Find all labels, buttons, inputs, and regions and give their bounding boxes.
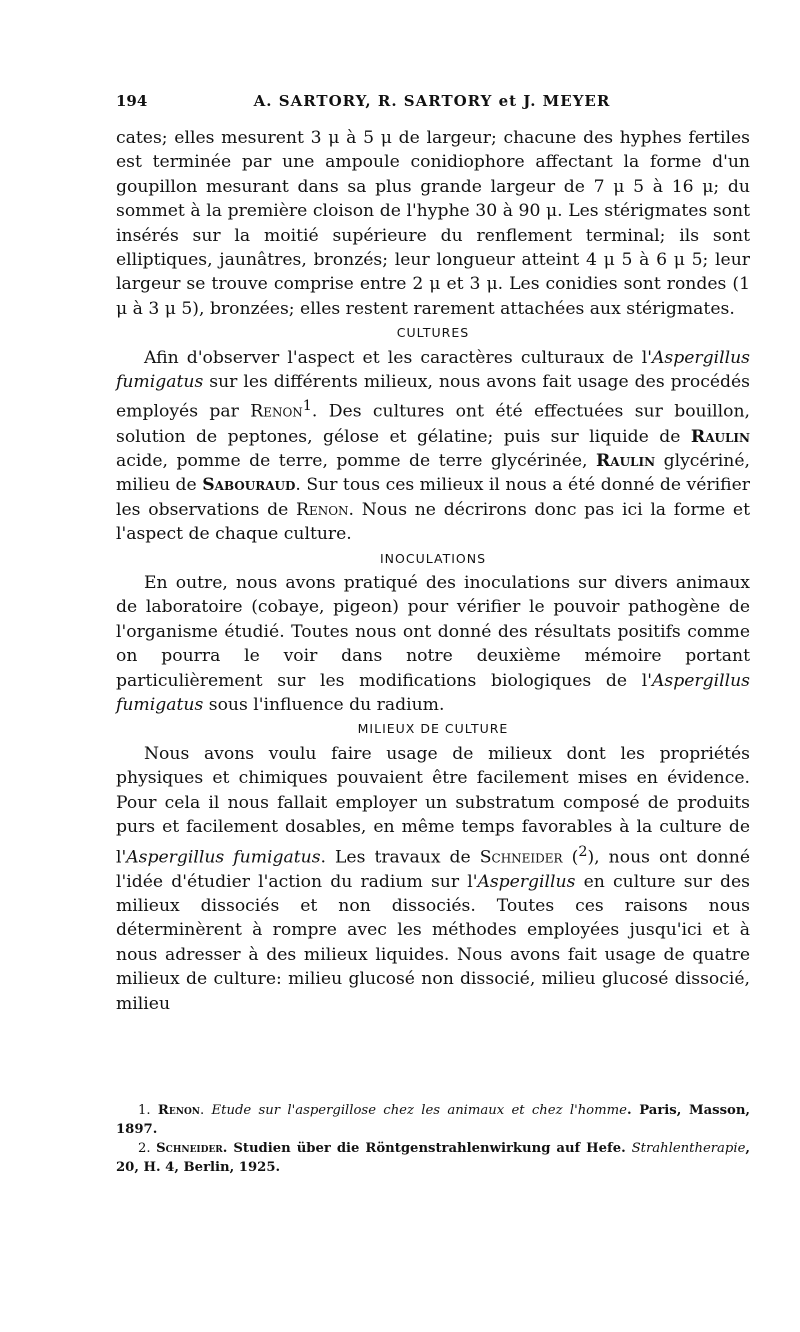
footnote-1: 1. Renon. Etude sur l'aspergillose chez les animaux et chez l'homme. Paris, Masson, 1897. xyxy=(116,1103,750,1137)
text-run: . Les travaux de xyxy=(320,847,480,868)
text-run: sur les différents milieux, nous avons fait usage des procédés employés par xyxy=(116,372,750,423)
text-run: . Sur tous ces milieux il nous a été donné de vérifier les observations de xyxy=(116,475,750,520)
author-name: Raulin xyxy=(690,426,750,447)
author-name: Sabouraud xyxy=(202,475,296,496)
species-name: Aspergillus fumigatus xyxy=(116,347,750,393)
author-name: Raulin xyxy=(595,451,656,472)
text-run: Afin d'observer l'aspect et les caractères culturaux de l' xyxy=(144,347,652,368)
author-name: Renon xyxy=(296,499,349,520)
footnote-publication: , 20, H. 4, Berlin, 1925. xyxy=(116,1141,750,1175)
text-run: sous l'influence du radium. xyxy=(203,695,445,716)
footnotes xyxy=(116,1101,750,1177)
paragraph-milieux: Nous avons voulu faire usage de milieux dont les propriétés physiques et chimiques pouvaient être facilement mises en évidence. Pour cela il nous fallait employer un substratum composé de produits purs et facilement dosables, en même temps favorables à la culture de l'Aspergillus fumigatus. Les travaux de Schneider ($^2$), nous ont donné l'idée d'étudier l'action du radium sur l'Aspergillus en culture sur des milieux dissociés et non dissociés. Toutes ces raisons nous déterminèrent à rompre avec les méthodes employées jusqu'ici et à nous adresser à des milieux liquides. Nous avons fait usage de quatre milieux de culture: milieu glucosé non dissocié, milieu glucosé dissocié, milieu xyxy=(116,743,750,1014)
footnote-author: Schneider xyxy=(156,1141,223,1156)
section-heading-milieux: MILIEUX DE CULTURE xyxy=(357,721,509,737)
author-name: Renon xyxy=(250,402,303,423)
footnote-ref-1[interactable]: 1 xyxy=(302,398,312,415)
footnote-number: 1. xyxy=(138,1103,151,1118)
running-authors: A. SARTORY, R. SARTORY et J. MEYER xyxy=(253,92,611,110)
author-name: Schneider xyxy=(479,847,563,868)
footnote-publication: . Paris, Masson, 1897. xyxy=(116,1103,750,1137)
page-number: 194 xyxy=(116,92,148,110)
text-run: en culture sur des milieux dissociés et non dissociés. Toutes ces raisons nous déterminèrent à rompre avec les méthodes employées jusqu'ici et à nous adresser à des milieux liquides. Nous avons fait usage de quatre milieux de culture: milieu glucosé non dissocié, milieu glucosé dissocié, milieu xyxy=(116,871,750,1014)
body-text xyxy=(116,126,750,1016)
footnote-number: 2. xyxy=(138,1141,151,1156)
text-run: En outre, nous avons pratiqué des inoculations sur divers animaux de laboratoire (cobaye, pigeon) pour vérifier le pouvoir pathogène de l'organisme étudié. Toutes nous ont donné des résultats positifs comme on pourra le voir dans notre deuxième mémoire portant particulièrement sur les modifications biologiques de l' xyxy=(116,573,750,691)
paragraph-continuation: cates; elles mesurent 3 μ à 5 μ de largeur; chacune des hyphes fertiles est terminée par une ampoule conidiophore affectant la forme d'un goupillon mesurant dans sa plus grande largeur de 7 μ 5 à 16 μ; du sommet à la première cloison de l'hyphe 30 à 90 μ. Les stérigmates sont insérés sur la moitié supérieure du renflement terminal; ils sont elliptiques, jaunâtres, bronzés; leur longueur atteint 4 μ 5 à 6 μ 5; leur largeur se trouve comprise entre 2 μ et 3 μ. Les conidies sont rondes (1 μ à 3 μ 5), bronzées; elles restent rarement attachées aux stérigmates. xyxy=(116,128,750,319)
footnote-author: Renon xyxy=(157,1103,201,1118)
footnote-journal: Strahlentherapie xyxy=(631,1141,746,1156)
species-name: Aspergillus fumigatus xyxy=(126,847,321,868)
footnote-title: . Studien über die Röntgenstrahlenwirkung auf Hefe. xyxy=(222,1141,632,1156)
species-name: Aspergillus fumigatus xyxy=(116,670,750,716)
paragraph-cultures xyxy=(116,346,750,547)
running-header xyxy=(116,92,748,118)
text-run: acide, pomme de terre, pomme de terre glycérinée, xyxy=(116,451,596,472)
footnote-title: Etude sur l'aspergillose chez les animaux et chez l'homme xyxy=(211,1103,627,1118)
footnote-2 xyxy=(116,1139,750,1177)
text-run: Nous avons voulu faire usage de milieux dont les propriétés physiques et chimiques pouvaient être facilement mises en évidence. Pour cela il nous fallait employer un substratum composé de produits purs et facilement dosables, en même temps favorables à la culture de l' xyxy=(116,743,750,868)
footnote-ref-2[interactable]: 2 xyxy=(578,843,588,860)
section-heading-cultures: CULTURES xyxy=(396,325,470,341)
text-run: glycériné, milieu de xyxy=(116,451,750,496)
section-heading-inoculations: INOCULATIONS xyxy=(379,550,487,566)
species-name: Aspergillus xyxy=(477,871,576,892)
paragraph-inoculations xyxy=(116,571,750,717)
text-run: . Nous ne décrirons donc pas ici la forme et l'aspect de chaque culture. xyxy=(116,499,750,545)
text-run: . Des cultures ont été effectuées sur bouillon, solution de peptones, gélose et gélatine; puis sur liquide de xyxy=(116,402,750,447)
text-run: , nous ont donné l'idée d'étudier l'action du radium sur l' xyxy=(116,847,750,892)
